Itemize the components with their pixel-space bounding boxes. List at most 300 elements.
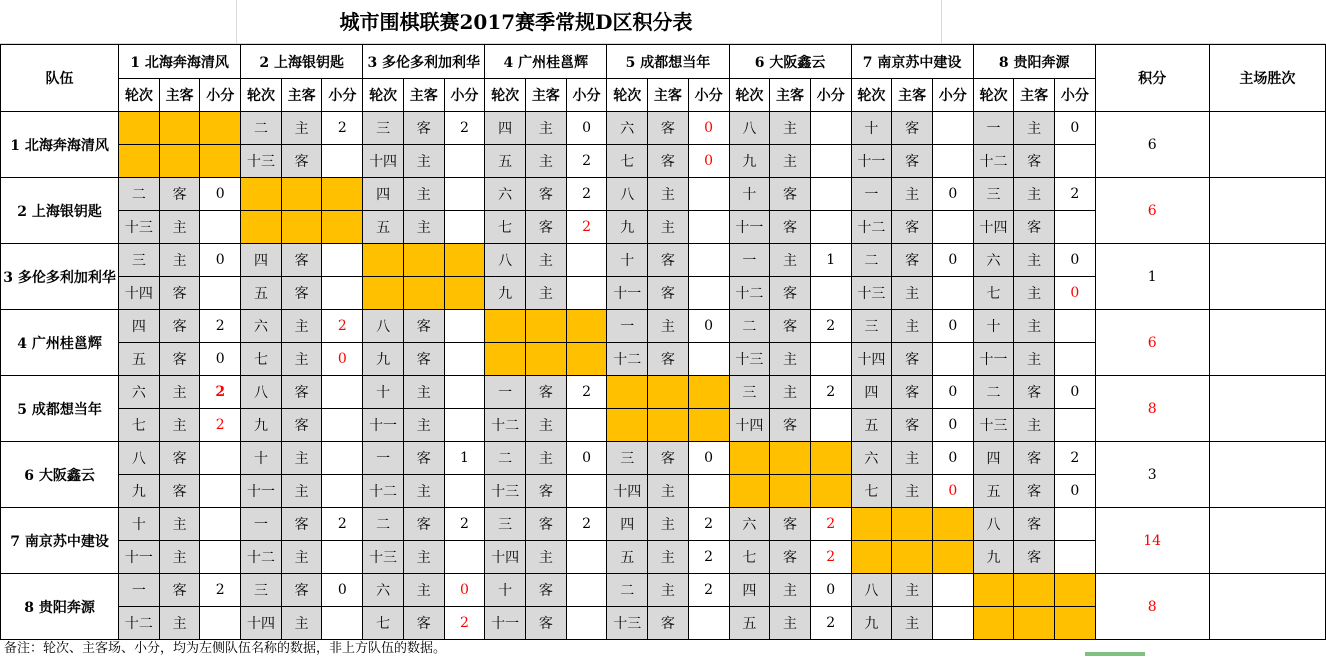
- round-cell[interactable]: 五: [851, 409, 892, 442]
- subscore-cell[interactable]: [688, 607, 729, 640]
- home-away-cell[interactable]: 主: [1014, 112, 1055, 145]
- subscore-cell[interactable]: [1055, 607, 1096, 640]
- home-away-cell[interactable]: 客: [403, 112, 444, 145]
- round-cell[interactable]: 十四: [241, 607, 282, 640]
- round-cell[interactable]: [729, 442, 770, 475]
- round-cell[interactable]: 七: [363, 607, 404, 640]
- round-cell[interactable]: 十一: [607, 277, 648, 310]
- home-away-cell[interactable]: [403, 244, 444, 277]
- home-away-cell[interactable]: 主: [403, 145, 444, 178]
- home-away-cell[interactable]: 客: [281, 574, 322, 607]
- subscore-cell[interactable]: 0: [1055, 376, 1096, 409]
- subscore-cell[interactable]: 2: [566, 178, 607, 211]
- home-away-cell[interactable]: 主: [159, 607, 200, 640]
- home-away-cell[interactable]: 客: [159, 178, 200, 211]
- subscore-cell[interactable]: [932, 211, 973, 244]
- round-cell[interactable]: 三: [973, 178, 1014, 211]
- round-cell[interactable]: 八: [973, 508, 1014, 541]
- home-away-cell[interactable]: 客: [1014, 145, 1055, 178]
- home-away-cell[interactable]: 客: [281, 409, 322, 442]
- subscore-cell[interactable]: [1055, 541, 1096, 574]
- round-cell[interactable]: 七: [607, 145, 648, 178]
- home-away-cell[interactable]: 主: [1014, 178, 1055, 211]
- round-cell[interactable]: 七: [973, 277, 1014, 310]
- home-away-cell[interactable]: 主: [648, 310, 689, 343]
- home-away-cell[interactable]: 客: [648, 607, 689, 640]
- round-cell[interactable]: 三: [607, 442, 648, 475]
- subscore-cell[interactable]: [444, 211, 485, 244]
- home-away-cell[interactable]: 客: [281, 145, 322, 178]
- subscore-cell[interactable]: 2: [322, 310, 363, 343]
- home-away-cell[interactable]: 客: [892, 343, 933, 376]
- round-cell[interactable]: 七: [485, 211, 526, 244]
- round-cell[interactable]: 十一: [119, 541, 160, 574]
- round-cell[interactable]: 八: [729, 112, 770, 145]
- home-away-cell[interactable]: 客: [159, 475, 200, 508]
- home-away-cell[interactable]: 客: [648, 112, 689, 145]
- subscore-cell[interactable]: [322, 244, 363, 277]
- round-cell[interactable]: 十: [973, 310, 1014, 343]
- subscore-cell[interactable]: [932, 343, 973, 376]
- subscore-cell[interactable]: [200, 145, 241, 178]
- subscore-cell[interactable]: 2: [810, 607, 851, 640]
- round-cell[interactable]: 十四: [607, 475, 648, 508]
- subscore-cell[interactable]: [688, 211, 729, 244]
- home-away-cell[interactable]: 主: [648, 508, 689, 541]
- subscore-cell[interactable]: [322, 442, 363, 475]
- home-away-cell[interactable]: 主: [403, 475, 444, 508]
- subscore-cell[interactable]: 2: [1055, 178, 1096, 211]
- home-away-cell[interactable]: 客: [525, 508, 566, 541]
- subscore-cell[interactable]: 2: [566, 211, 607, 244]
- home-away-cell[interactable]: 客: [892, 211, 933, 244]
- round-cell[interactable]: 五: [241, 277, 282, 310]
- round-cell[interactable]: 三: [363, 112, 404, 145]
- home-away-cell[interactable]: 客: [770, 178, 811, 211]
- subscore-cell[interactable]: 0: [322, 574, 363, 607]
- subscore-cell[interactable]: 0: [932, 178, 973, 211]
- round-cell[interactable]: 十一: [973, 343, 1014, 376]
- home-away-cell[interactable]: 主: [525, 541, 566, 574]
- round-cell[interactable]: [241, 178, 282, 211]
- subscore-cell[interactable]: 0: [932, 442, 973, 475]
- home-away-cell[interactable]: 客: [281, 244, 322, 277]
- home-away-cell[interactable]: [525, 310, 566, 343]
- round-cell[interactable]: 六: [485, 178, 526, 211]
- home-away-cell[interactable]: 主: [281, 541, 322, 574]
- home-away-cell[interactable]: 客: [525, 211, 566, 244]
- subscore-cell[interactable]: [932, 145, 973, 178]
- home-away-cell[interactable]: 主: [525, 442, 566, 475]
- home-away-cell[interactable]: 主: [892, 475, 933, 508]
- round-cell[interactable]: 四: [241, 244, 282, 277]
- round-cell[interactable]: 三: [729, 376, 770, 409]
- home-away-cell[interactable]: 主: [892, 607, 933, 640]
- subscore-cell[interactable]: 2: [444, 607, 485, 640]
- round-cell[interactable]: [851, 508, 892, 541]
- subscore-cell[interactable]: [566, 343, 607, 376]
- round-cell[interactable]: 六: [729, 508, 770, 541]
- subscore-cell[interactable]: 2: [322, 112, 363, 145]
- subscore-cell[interactable]: [810, 145, 851, 178]
- round-cell[interactable]: 十二: [851, 211, 892, 244]
- subscore-cell[interactable]: 2: [566, 145, 607, 178]
- round-cell[interactable]: 九: [607, 211, 648, 244]
- home-away-cell[interactable]: 客: [648, 343, 689, 376]
- home-away-cell[interactable]: 客: [1014, 211, 1055, 244]
- round-cell[interactable]: 十三: [363, 541, 404, 574]
- subscore-cell[interactable]: 2: [1055, 442, 1096, 475]
- home-away-cell[interactable]: 主: [1014, 409, 1055, 442]
- round-cell[interactable]: 一: [729, 244, 770, 277]
- round-cell[interactable]: 十一: [485, 607, 526, 640]
- home-away-cell[interactable]: 主: [525, 112, 566, 145]
- round-cell[interactable]: 五: [729, 607, 770, 640]
- subscore-cell[interactable]: [688, 178, 729, 211]
- subscore-cell[interactable]: 0: [688, 112, 729, 145]
- round-cell[interactable]: 十二: [119, 607, 160, 640]
- subscore-cell[interactable]: [444, 541, 485, 574]
- round-cell[interactable]: 一: [485, 376, 526, 409]
- round-cell[interactable]: 六: [241, 310, 282, 343]
- home-away-cell[interactable]: 主: [770, 244, 811, 277]
- home-away-cell[interactable]: [648, 376, 689, 409]
- home-away-cell[interactable]: 主: [525, 409, 566, 442]
- round-cell[interactable]: 一: [607, 310, 648, 343]
- round-cell[interactable]: 七: [851, 475, 892, 508]
- subscore-cell[interactable]: [322, 277, 363, 310]
- home-away-cell[interactable]: 客: [159, 574, 200, 607]
- subscore-cell[interactable]: 2: [444, 112, 485, 145]
- subscore-cell[interactable]: [444, 343, 485, 376]
- subscore-cell[interactable]: [566, 607, 607, 640]
- round-cell[interactable]: 八: [607, 178, 648, 211]
- subscore-cell[interactable]: 2: [688, 574, 729, 607]
- home-away-cell[interactable]: 主: [770, 376, 811, 409]
- subscore-cell[interactable]: 2: [200, 376, 241, 409]
- home-away-cell[interactable]: 客: [1014, 442, 1055, 475]
- home-away-cell[interactable]: 主: [525, 244, 566, 277]
- subscore-cell[interactable]: [444, 145, 485, 178]
- subscore-cell[interactable]: 0: [932, 310, 973, 343]
- subscore-cell[interactable]: 0: [1055, 244, 1096, 277]
- round-cell[interactable]: [973, 574, 1014, 607]
- home-away-cell[interactable]: 主: [648, 211, 689, 244]
- subscore-cell[interactable]: [444, 277, 485, 310]
- round-cell[interactable]: 七: [729, 541, 770, 574]
- round-cell[interactable]: 十: [729, 178, 770, 211]
- home-away-cell[interactable]: 客: [281, 277, 322, 310]
- round-cell[interactable]: [973, 607, 1014, 640]
- home-away-cell[interactable]: 客: [892, 145, 933, 178]
- subscore-cell[interactable]: [932, 541, 973, 574]
- home-away-cell[interactable]: 客: [648, 244, 689, 277]
- round-cell[interactable]: 八: [119, 442, 160, 475]
- round-cell[interactable]: 十: [241, 442, 282, 475]
- round-cell[interactable]: 七: [119, 409, 160, 442]
- subscore-cell[interactable]: [810, 112, 851, 145]
- subscore-cell[interactable]: 2: [322, 508, 363, 541]
- round-cell[interactable]: 二: [607, 574, 648, 607]
- home-away-cell[interactable]: 主: [1014, 244, 1055, 277]
- round-cell[interactable]: 四: [363, 178, 404, 211]
- home-away-cell[interactable]: 主: [159, 376, 200, 409]
- home-away-cell[interactable]: 客: [159, 442, 200, 475]
- subscore-cell[interactable]: [688, 376, 729, 409]
- round-cell[interactable]: 十: [485, 574, 526, 607]
- subscore-cell[interactable]: [566, 244, 607, 277]
- home-away-cell[interactable]: 主: [648, 475, 689, 508]
- home-away-cell[interactable]: 客: [1014, 541, 1055, 574]
- round-cell[interactable]: 九: [729, 145, 770, 178]
- round-cell[interactable]: 十三: [119, 211, 160, 244]
- home-away-cell[interactable]: 主: [525, 145, 566, 178]
- subscore-cell[interactable]: [688, 475, 729, 508]
- subscore-cell[interactable]: [322, 409, 363, 442]
- subscore-cell[interactable]: [444, 376, 485, 409]
- home-away-cell[interactable]: 主: [403, 409, 444, 442]
- round-cell[interactable]: 六: [851, 442, 892, 475]
- subscore-cell[interactable]: 2: [566, 508, 607, 541]
- home-away-cell[interactable]: [159, 112, 200, 145]
- home-away-cell[interactable]: 主: [159, 244, 200, 277]
- subscore-cell[interactable]: [932, 277, 973, 310]
- home-away-cell[interactable]: 客: [281, 376, 322, 409]
- round-cell[interactable]: 十二: [973, 145, 1014, 178]
- subscore-cell[interactable]: 0: [1055, 112, 1096, 145]
- round-cell[interactable]: 二: [363, 508, 404, 541]
- round-cell[interactable]: 五: [485, 145, 526, 178]
- home-away-cell[interactable]: [525, 343, 566, 376]
- subscore-cell[interactable]: [322, 475, 363, 508]
- round-cell[interactable]: 九: [485, 277, 526, 310]
- subscore-cell[interactable]: 2: [810, 310, 851, 343]
- home-away-cell[interactable]: [403, 277, 444, 310]
- round-cell[interactable]: 二: [241, 112, 282, 145]
- subscore-cell[interactable]: [810, 409, 851, 442]
- home-away-cell[interactable]: 主: [281, 343, 322, 376]
- subscore-cell[interactable]: [688, 244, 729, 277]
- home-away-cell[interactable]: 主: [892, 178, 933, 211]
- round-cell[interactable]: 十二: [241, 541, 282, 574]
- home-away-cell[interactable]: 客: [159, 277, 200, 310]
- round-cell[interactable]: 十二: [363, 475, 404, 508]
- subscore-cell[interactable]: [1055, 310, 1096, 343]
- subscore-cell[interactable]: [444, 244, 485, 277]
- home-away-cell[interactable]: 客: [403, 442, 444, 475]
- round-cell[interactable]: [485, 343, 526, 376]
- round-cell[interactable]: 十三: [607, 607, 648, 640]
- home-away-cell[interactable]: 客: [525, 376, 566, 409]
- subscore-cell[interactable]: [322, 376, 363, 409]
- round-cell[interactable]: 一: [119, 574, 160, 607]
- subscore-cell[interactable]: [810, 475, 851, 508]
- home-away-cell[interactable]: [892, 541, 933, 574]
- subscore-cell[interactable]: [1055, 145, 1096, 178]
- subscore-cell[interactable]: [810, 277, 851, 310]
- subscore-cell[interactable]: [566, 310, 607, 343]
- subscore-cell[interactable]: [200, 112, 241, 145]
- subscore-cell[interactable]: [322, 178, 363, 211]
- round-cell[interactable]: 九: [973, 541, 1014, 574]
- home-away-cell[interactable]: 客: [770, 310, 811, 343]
- round-cell[interactable]: 十四: [973, 211, 1014, 244]
- home-away-cell[interactable]: 主: [892, 310, 933, 343]
- round-cell[interactable]: 十四: [851, 343, 892, 376]
- round-cell[interactable]: 六: [119, 376, 160, 409]
- round-cell[interactable]: 十一: [241, 475, 282, 508]
- subscore-cell[interactable]: 2: [688, 508, 729, 541]
- subscore-cell[interactable]: 0: [444, 574, 485, 607]
- round-cell[interactable]: 六: [363, 574, 404, 607]
- round-cell[interactable]: 五: [119, 343, 160, 376]
- home-away-cell[interactable]: [281, 178, 322, 211]
- subscore-cell[interactable]: [200, 541, 241, 574]
- subscore-cell[interactable]: [566, 475, 607, 508]
- home-away-cell[interactable]: 主: [403, 211, 444, 244]
- home-away-cell[interactable]: [281, 211, 322, 244]
- subscore-cell[interactable]: [200, 442, 241, 475]
- home-away-cell[interactable]: 主: [770, 145, 811, 178]
- home-away-cell[interactable]: [648, 409, 689, 442]
- home-away-cell[interactable]: 客: [403, 310, 444, 343]
- home-away-cell[interactable]: 客: [892, 112, 933, 145]
- subscore-cell[interactable]: [200, 211, 241, 244]
- subscore-cell[interactable]: [200, 475, 241, 508]
- round-cell[interactable]: [119, 145, 160, 178]
- subscore-cell[interactable]: [322, 145, 363, 178]
- home-away-cell[interactable]: 客: [281, 508, 322, 541]
- round-cell[interactable]: 七: [241, 343, 282, 376]
- home-away-cell[interactable]: 主: [281, 607, 322, 640]
- subscore-cell[interactable]: [566, 574, 607, 607]
- round-cell[interactable]: 一: [973, 112, 1014, 145]
- subscore-cell[interactable]: [200, 277, 241, 310]
- home-away-cell[interactable]: 主: [770, 607, 811, 640]
- home-away-cell[interactable]: 客: [159, 343, 200, 376]
- home-away-cell[interactable]: 主: [159, 211, 200, 244]
- home-away-cell[interactable]: 主: [648, 541, 689, 574]
- subscore-cell[interactable]: 0: [932, 376, 973, 409]
- home-away-cell[interactable]: 主: [403, 541, 444, 574]
- subscore-cell[interactable]: [200, 508, 241, 541]
- round-cell[interactable]: [729, 475, 770, 508]
- subscore-cell[interactable]: [444, 475, 485, 508]
- home-away-cell[interactable]: 主: [403, 574, 444, 607]
- home-away-cell[interactable]: 主: [892, 442, 933, 475]
- round-cell[interactable]: 十二: [607, 343, 648, 376]
- round-cell[interactable]: 四: [119, 310, 160, 343]
- subscore-cell[interactable]: [322, 607, 363, 640]
- round-cell[interactable]: 十四: [729, 409, 770, 442]
- round-cell[interactable]: 十四: [363, 145, 404, 178]
- round-cell[interactable]: 十三: [851, 277, 892, 310]
- round-cell[interactable]: 三: [241, 574, 282, 607]
- round-cell[interactable]: 八: [851, 574, 892, 607]
- home-away-cell[interactable]: 客: [403, 607, 444, 640]
- subscore-cell[interactable]: 0: [566, 442, 607, 475]
- round-cell[interactable]: 二: [119, 178, 160, 211]
- home-away-cell[interactable]: [770, 442, 811, 475]
- round-cell[interactable]: [119, 112, 160, 145]
- home-away-cell[interactable]: 客: [1014, 475, 1055, 508]
- round-cell[interactable]: 十三: [485, 475, 526, 508]
- round-cell[interactable]: 十: [851, 112, 892, 145]
- subscore-cell[interactable]: 0: [200, 343, 241, 376]
- subscore-cell[interactable]: [1055, 574, 1096, 607]
- round-cell[interactable]: 十二: [729, 277, 770, 310]
- home-away-cell[interactable]: 客: [892, 244, 933, 277]
- subscore-cell[interactable]: 0: [1055, 277, 1096, 310]
- round-cell[interactable]: 八: [241, 376, 282, 409]
- home-away-cell[interactable]: 主: [892, 277, 933, 310]
- subscore-cell[interactable]: [932, 508, 973, 541]
- subscore-cell[interactable]: [322, 211, 363, 244]
- round-cell[interactable]: 六: [607, 112, 648, 145]
- subscore-cell[interactable]: [322, 541, 363, 574]
- subscore-cell[interactable]: [932, 607, 973, 640]
- subscore-cell[interactable]: [566, 541, 607, 574]
- home-away-cell[interactable]: 主: [892, 574, 933, 607]
- round-cell[interactable]: 三: [851, 310, 892, 343]
- round-cell[interactable]: [363, 277, 404, 310]
- round-cell[interactable]: 三: [485, 508, 526, 541]
- subscore-cell[interactable]: [444, 178, 485, 211]
- home-away-cell[interactable]: 客: [525, 607, 566, 640]
- round-cell[interactable]: 二: [485, 442, 526, 475]
- home-away-cell[interactable]: 客: [525, 475, 566, 508]
- round-cell[interactable]: 五: [973, 475, 1014, 508]
- home-away-cell[interactable]: 客: [403, 343, 444, 376]
- home-away-cell[interactable]: 主: [648, 574, 689, 607]
- round-cell[interactable]: 二: [729, 310, 770, 343]
- subscore-cell[interactable]: 1: [444, 442, 485, 475]
- subscore-cell[interactable]: 2: [444, 508, 485, 541]
- home-away-cell[interactable]: 客: [770, 277, 811, 310]
- home-away-cell[interactable]: 客: [648, 145, 689, 178]
- subscore-cell[interactable]: [932, 112, 973, 145]
- round-cell[interactable]: 一: [851, 178, 892, 211]
- round-cell[interactable]: 九: [119, 475, 160, 508]
- subscore-cell[interactable]: 0: [932, 409, 973, 442]
- round-cell[interactable]: 十二: [485, 409, 526, 442]
- home-away-cell[interactable]: 主: [159, 508, 200, 541]
- round-cell[interactable]: 十: [119, 508, 160, 541]
- subscore-cell[interactable]: 1: [810, 244, 851, 277]
- subscore-cell[interactable]: [444, 310, 485, 343]
- subscore-cell[interactable]: [688, 409, 729, 442]
- round-cell[interactable]: 十四: [485, 541, 526, 574]
- round-cell[interactable]: 十三: [241, 145, 282, 178]
- round-cell[interactable]: 二: [973, 376, 1014, 409]
- round-cell[interactable]: 五: [363, 211, 404, 244]
- subscore-cell[interactable]: [810, 178, 851, 211]
- round-cell[interactable]: 九: [363, 343, 404, 376]
- round-cell[interactable]: 四: [729, 574, 770, 607]
- subscore-cell[interactable]: 2: [810, 508, 851, 541]
- subscore-cell[interactable]: 2: [810, 376, 851, 409]
- home-away-cell[interactable]: 主: [648, 178, 689, 211]
- round-cell[interactable]: 十三: [973, 409, 1014, 442]
- home-away-cell[interactable]: 客: [648, 277, 689, 310]
- subscore-cell[interactable]: 0: [200, 178, 241, 211]
- round-cell[interactable]: [607, 409, 648, 442]
- home-away-cell[interactable]: [159, 145, 200, 178]
- subscore-cell[interactable]: [566, 277, 607, 310]
- home-away-cell[interactable]: 客: [648, 442, 689, 475]
- subscore-cell[interactable]: 2: [566, 376, 607, 409]
- home-away-cell[interactable]: 客: [770, 211, 811, 244]
